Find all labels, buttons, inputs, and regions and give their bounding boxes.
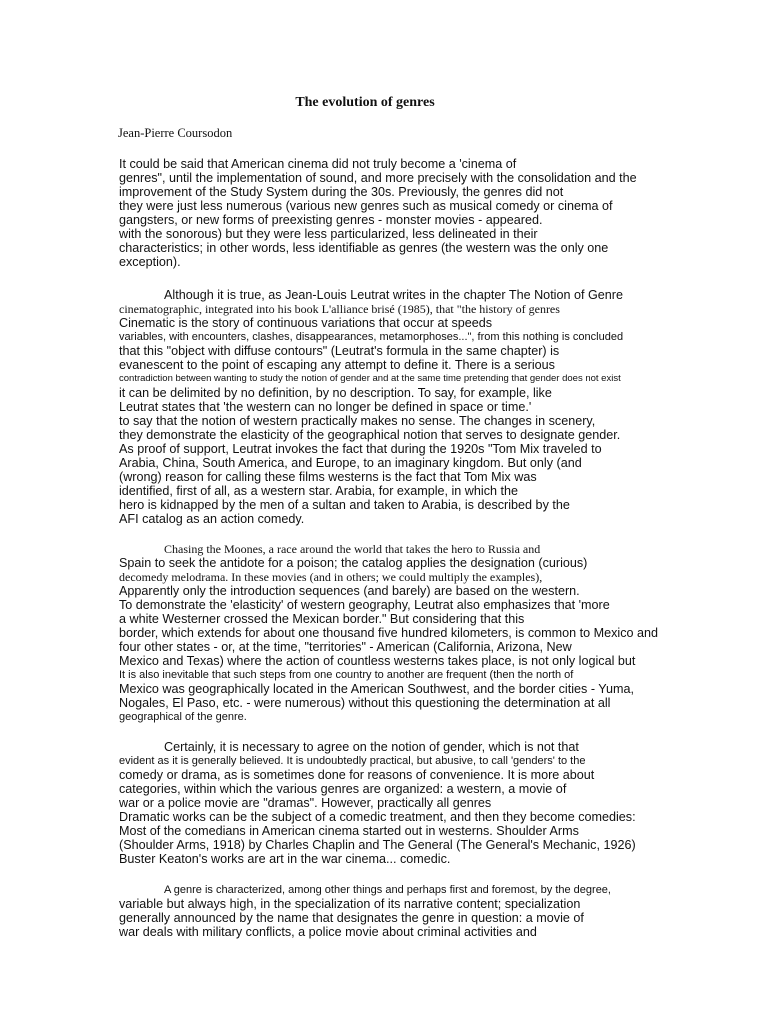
text-line: As proof of support, Leutrat invokes the fact that during the 1920s "Tom Mix traveled to xyxy=(119,442,602,456)
text-line: (Shoulder Arms, 1918) by Charles Chaplin and The General (The General's Mechanic, 1926) xyxy=(119,838,636,852)
text-line: war deals with military conflicts, a police movie about criminal activities and xyxy=(119,925,537,939)
text-line: comedy or drama, as is sometimes done for reasons of convenience. It is more about xyxy=(119,768,595,782)
text-line: A genre is characterized, among other things and perhaps first and foremost, by the degree, xyxy=(164,884,611,896)
text-line: gangsters, or new forms of preexisting genres - monster movies - appeared. xyxy=(119,213,543,227)
text-line: a white Westerner crossed the Mexican border." But considering that this xyxy=(119,612,525,626)
text-line: To demonstrate the 'elasticity' of western geography, Leutrat also emphasizes that 'more xyxy=(119,598,610,612)
document-title: The evolution of genres xyxy=(295,95,435,110)
text-line: Apparently only the introduction sequences (and barely) are based on the western. xyxy=(119,584,580,598)
text-line: generally announced by the name that designates the genre in question: a movie of xyxy=(119,911,584,925)
paragraph-1 xyxy=(119,157,689,269)
text-line: geographical of the genre. xyxy=(119,711,247,723)
text-line: Arabia, China, South America, and Europe, to an imaginary kingdom. But only (and xyxy=(119,456,582,470)
text-line: Most of the comedians in American cinema started out in westerns. Shoulder Arms xyxy=(119,824,579,838)
text-line: they were just less numerous (various new genres such as musical comedy or cinema of xyxy=(119,199,613,213)
text-line: Certainly, it is necessary to agree on the notion of gender, which is not that xyxy=(164,740,579,754)
paragraph-2 xyxy=(119,288,689,526)
text-line: identified, first of all, as a western star. Arabia, for example, in which the xyxy=(119,484,518,498)
text-line: hero is kidnapped by the men of a sultan and taken to Arabia, is described by the xyxy=(119,498,570,512)
text-line: Mexico was geographically located in the American Southwest, and the border cities - Yuma, xyxy=(119,682,634,696)
text-line: categories, within which the various genres are organized: a western, a movie of xyxy=(119,782,567,796)
text-line: with the sonorous) but they were less particularized, less delineated in their xyxy=(119,227,538,241)
text-line: Although it is true, as Jean-Louis Leutrat writes in the chapter The Notion of Genre xyxy=(164,288,623,302)
paragraph-4 xyxy=(119,740,689,866)
text-line: Buster Keaton's works are art in the war cinema... comedic. xyxy=(119,852,451,866)
text-line: evident as it is generally believed. It is undoubtedly practical, but abusive, to call 'genders' to the xyxy=(119,755,586,767)
text-line: variable but always high, in the specialization of its narrative content; specialization xyxy=(119,897,581,911)
text-line: cinematographic, integrated into his book L'alliance brisé (1985), that "the history of genres xyxy=(119,302,560,316)
text-line: Chasing the Moones, a race around the world that takes the hero to Russia and xyxy=(164,542,541,556)
text-line: Leutrat states that 'the western can no longer be defined in space or time.' xyxy=(119,400,532,414)
text-line: It is also inevitable that such steps from one country to another are frequent (then the north of xyxy=(119,669,574,681)
text-line: Dramatic works can be the subject of a comedic treatment, and then they become comedies: xyxy=(119,810,636,824)
text-line: they demonstrate the elasticity of the geographical notion that serves to designate gender. xyxy=(119,428,621,442)
text-line: to say that the notion of western practically makes no sense. The changes in scenery, xyxy=(119,414,596,428)
text-line: war or a police movie are "dramas". However, practically all genres xyxy=(119,796,492,810)
paragraph-3 xyxy=(119,542,689,724)
text-line: evanescent to the point of escaping any attempt to define it. There is a serious xyxy=(119,358,555,372)
text-line: AFI catalog as an action comedy. xyxy=(119,512,305,526)
text-line: genres", until the implementation of sound, and more precisely with the consolidation and the xyxy=(119,171,637,185)
text-line: decomedy melodrama. In these movies (and in others; we could multiply the examples), xyxy=(119,570,543,584)
text-line: Nogales, El Paso, etc. - were numerous) without this questioning the determination at all xyxy=(119,696,611,710)
document-author: Jean-Pierre Coursodon xyxy=(118,126,233,140)
text-line: Mexico and Texas) where the action of countless westerns takes place, is not only logical but xyxy=(119,654,636,668)
text-line: variables, with encounters, clashes, disappearances, metamorphoses...", from this nothing is concluded xyxy=(119,331,624,343)
paragraph-5 xyxy=(119,883,689,939)
text-line: contradiction between wanting to study the notion of gender and at the same time pretending that gender does not exist xyxy=(119,373,621,384)
text-line: exception). xyxy=(119,255,181,269)
text-line: improvement of the Study System during the 30s. Previously, the genres did not xyxy=(119,185,564,199)
text-line: four other states - or, at the time, "territories" - American (California, Arizona, New xyxy=(119,640,572,654)
text-line: It could be said that American cinema did not truly become a 'cinema of xyxy=(119,157,517,171)
text-line: border, which extends for about one thousand five hundred kilometers, is common to Mexico and xyxy=(119,626,659,640)
text-line: it can be delimited by no definition, by no description. To say, for example, like xyxy=(119,386,552,400)
text-line: Spain to seek the antidote for a poison; the catalog applies the designation (curious) xyxy=(119,556,588,570)
text-line: (wrong) reason for calling these films westerns is the fact that Tom Mix was xyxy=(119,470,537,484)
text-line: characteristics; in other words, less identifiable as genres (the western was the only one xyxy=(119,241,609,255)
text-line: Cinematic is the story of continuous variations that occur at speeds xyxy=(119,316,493,330)
text-line: that this "object with diffuse contours" (Leutrat's formula in the same chapter) is xyxy=(119,344,560,358)
